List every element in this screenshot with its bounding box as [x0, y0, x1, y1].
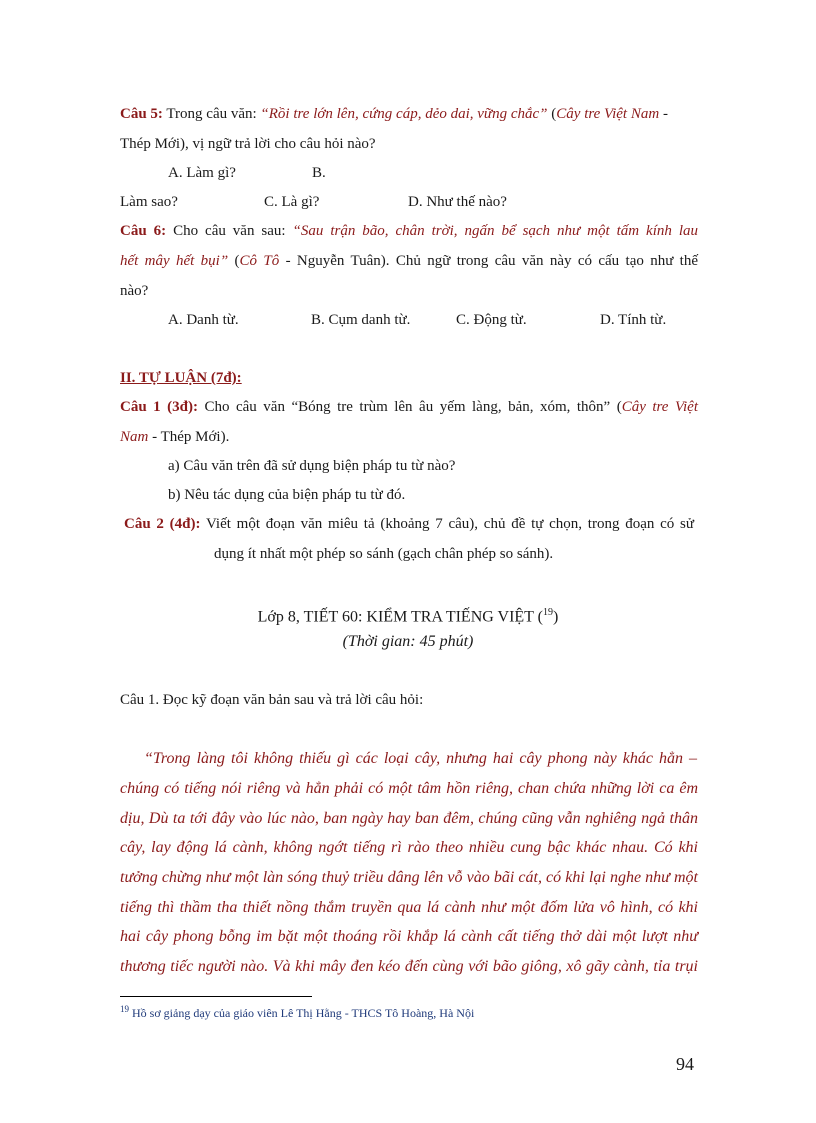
q6-source: Cô Tô [239, 253, 280, 269]
footnote: $^{19}$ Hồ sơ giảng dạy của giáo viên Lê Thị Hằng - THCS Tô Hoàng, Hà Nội [120, 1004, 475, 1020]
q6-line3: nào? [120, 283, 149, 299]
footnote-divider [120, 996, 312, 997]
q6-option-c: C. Động từ. [456, 312, 527, 328]
q6-option-b: B. Cụm danh từ. [311, 312, 411, 328]
e1-item-b: b) Nêu tác dụng của biện pháp tu từ đó. [168, 487, 406, 503]
e1-line1: Câu 1 (3đ): Cho câu văn “Bóng tre trùm lên âu yếm làng, bản, xóm, thôn” (Cây tre Việt [120, 399, 698, 415]
q6-quote-part2: hết mây hết bụi” [120, 253, 229, 269]
q6-quote-part1: “Sau trận bão, chân trời, ngấn bể sạch như một tấm kính lau [292, 223, 699, 239]
c1-instruction: Câu 1. Đọc kỹ đoạn văn bản sau và trả lời câu hỏi: [120, 692, 424, 708]
passage-line-8: thương tiếc người nào. Và khi mây đen kéo đến cùng với bão giông, xô gãy cành, tỉa trụi [120, 958, 698, 975]
q5-option-c: C. Là gì? [264, 194, 320, 210]
e1-label: Câu 1 (3đ): [120, 399, 198, 415]
passage-line-3: dịu, Dù ta tới đây vào lúc nào, ban ngày hay ban đêm, chúng cũng vẫn nghiêng ngả thân [120, 810, 698, 827]
passage-line-6: tiếng thì thầm tha thiết nồng thắm truyền qua lá cành như một đốm lửa vô hình, có khi [120, 899, 698, 916]
q6-option-d: D. Tính từ. [600, 312, 667, 328]
q5-line1: Câu 5: Trong câu văn: “Rồi tre lớn lên, cứng cáp, dẻo dai, vững chắc” (Cây tre Việt Nam - [120, 106, 668, 122]
q5-label: Câu 5: [120, 106, 163, 122]
test-title: Lớp 8, TIẾT 60: KIỂM TRA TIẾNG VIỆT ($^{19}$) [257, 607, 559, 626]
section-heading: II. TỰ LUẬN (7đ): [120, 370, 242, 386]
e1-line2: Nam - Thép Mới). [120, 429, 230, 445]
test-time: (Thời gian: 45 phút) [342, 633, 474, 650]
passage-line-4: cây, lay động lá cành, không ngớt tiếng rì rào theo nhiều cung bậc khác nhau. Có khi [120, 839, 698, 856]
e2-label: Câu 2 (4đ): [124, 516, 201, 532]
passage-line-2: chúng có tiếng nói riêng và hẳn phải có một tâm hồn riêng, chan chứa những lời ca êm [120, 780, 698, 797]
q5-source: Cây tre Việt Nam [556, 106, 660, 122]
q6-line2: hết mây hết bụi” (Cô Tô - Nguyễn Tuân). Chủ ngữ trong câu văn này có cấu tạo như thế [120, 253, 698, 269]
e1-source: Cây tre Việt [621, 399, 698, 415]
passage-line-5: tưởng chừng như một làn sóng thuỷ triều dâng lên vỗ vào bãi cát, có khi lại nghe như một [120, 869, 698, 886]
e2-line1: Câu 2 (4đ): Viết một đoạn văn miêu tả (khoảng 7 câu), chủ đề tự chọn, trong đoạn có sử [124, 516, 694, 532]
q5-option-a: A. Làm gì? [168, 165, 236, 181]
q6-option-a: A. Danh từ. [168, 312, 239, 328]
passage-line-7: hai cây phong bỗng im bặt một thoáng rồi khắp lá cành cất tiếng thở dài một lượt như [120, 928, 698, 945]
q5-option-b-text: Làm sao? [120, 194, 178, 210]
footnote-ref: 19 [543, 607, 553, 618]
q6-label: Câu 6: [120, 223, 167, 239]
q5-quote: “Rồi tre lớn lên, cứng cáp, dẻo dai, vững chắc” [260, 106, 548, 122]
q5-option-b: B. [312, 165, 326, 181]
passage-line-1: “Trong làng tôi không thiếu gì các loại cây, nhưng hai cây phong này khác hẳn – [144, 750, 697, 767]
q6-line1: Câu 6: Cho câu văn sau: “Sau trận bão, chân trời, ngấn bể sạch như một tấm kính lau [120, 223, 699, 239]
q5-line2: Thép Mới), vị ngữ trả lời cho câu hỏi nào? [120, 136, 376, 152]
page-number: 94 [676, 1054, 694, 1074]
e2-line2: dụng ít nhất một phép so sánh (gạch chân phép so sánh). [214, 546, 554, 562]
q5-option-d: D. Như thế nào? [408, 194, 507, 210]
e1-item-a: a) Câu văn trên đã sử dụng biện pháp tu từ nào? [168, 458, 456, 474]
